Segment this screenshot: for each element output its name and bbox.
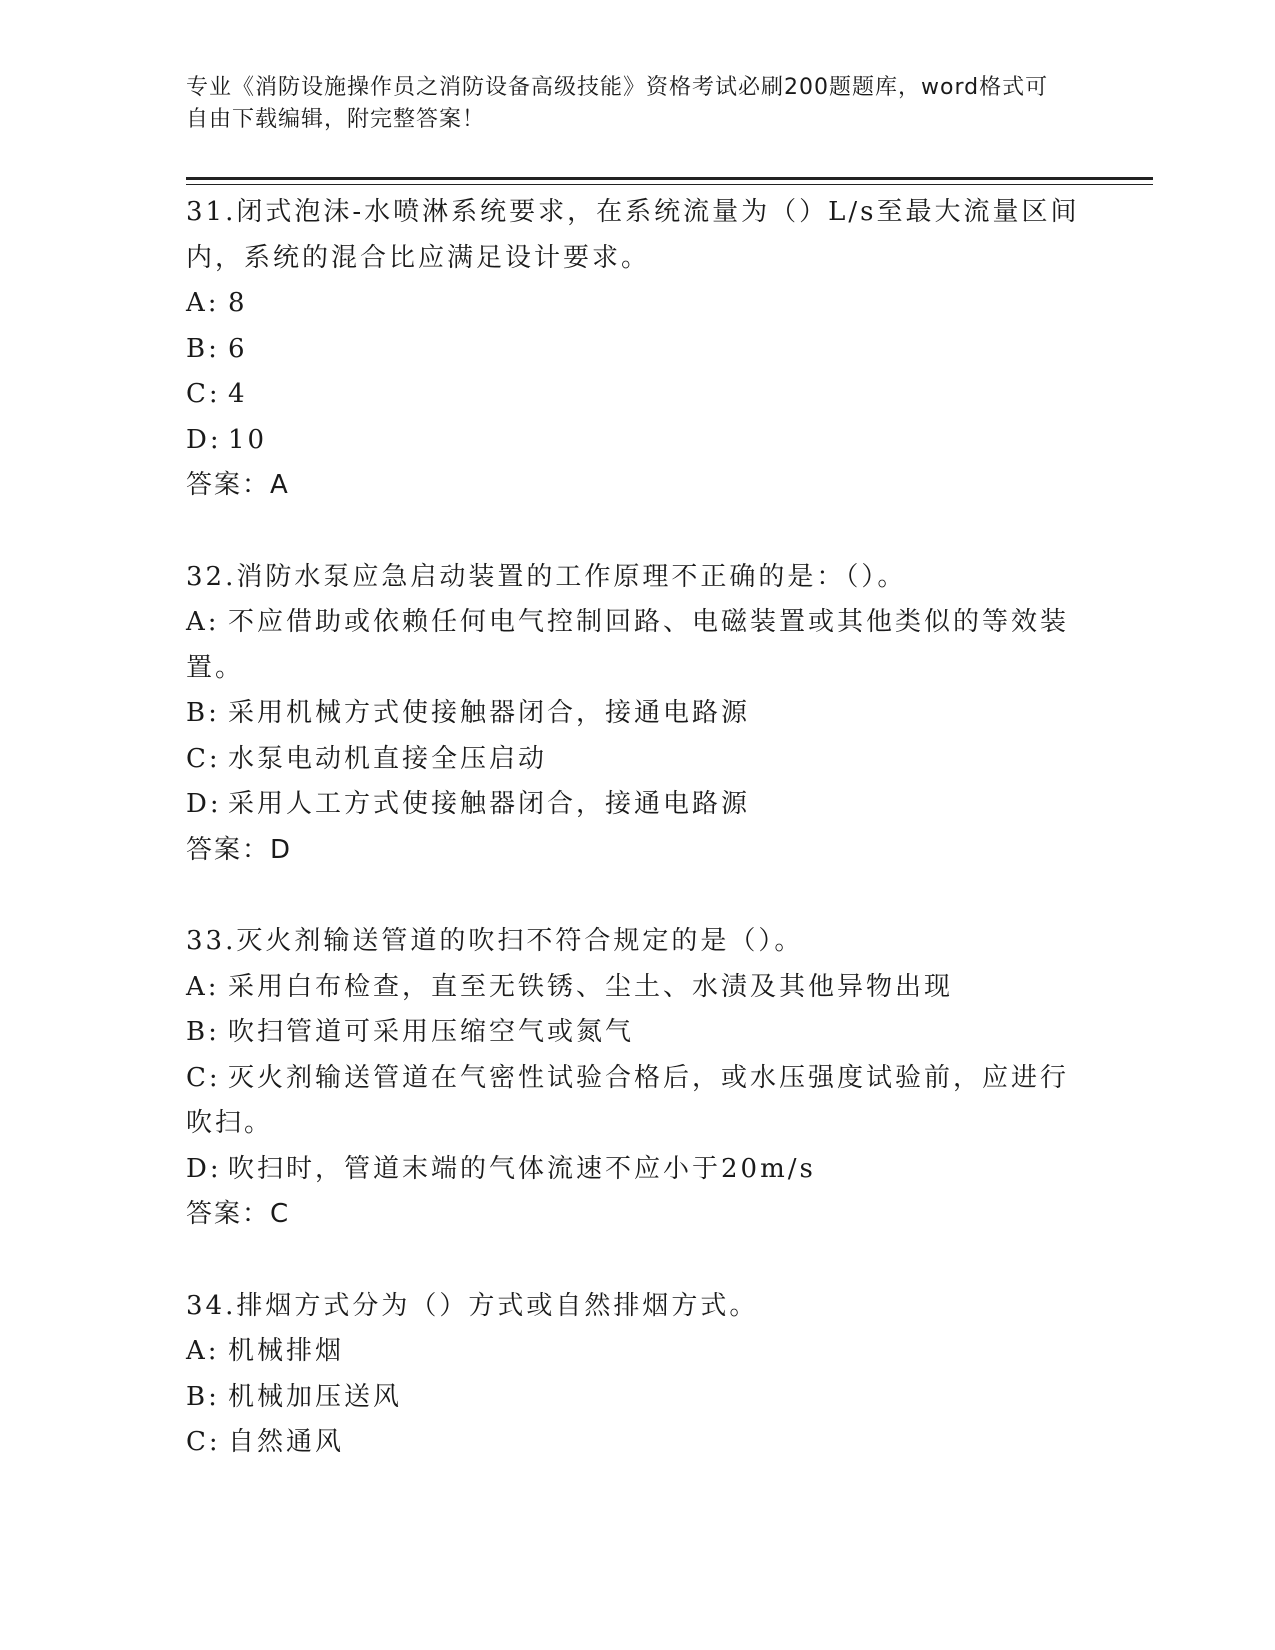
option-b: [186, 1010, 1086, 1056]
option-a: [186, 965, 1086, 1011]
option-label: D:: [186, 424, 222, 455]
option-d: [186, 1147, 1086, 1193]
header-rule-thick: [186, 177, 1153, 180]
option-c: [186, 737, 1086, 783]
question-stem: 34.排烟方式分为（）方式或自然排烟方式。: [186, 1290, 759, 1321]
option-label: B:: [186, 1017, 220, 1047]
option-label: C:: [186, 379, 221, 409]
option-text: 机械排烟: [228, 1336, 345, 1366]
option-label: C:: [186, 1427, 221, 1457]
question-33: [186, 919, 1086, 1238]
option-text: 机械加压送风: [228, 1381, 403, 1412]
answer-line: 答案：A: [186, 470, 290, 500]
option-text: 水泵电动机直接全压启动: [228, 743, 548, 774]
option-a: [186, 600, 1086, 691]
option-text: 自然通风: [228, 1427, 345, 1457]
option-c: [186, 372, 1086, 418]
option-text: 吹扫管道可采用压缩空气或氮气: [228, 1017, 635, 1047]
question-stem: 31.闭式泡沫-水喷淋系统要求，在系统流量为（）L/s至最大流量区间内，系统的混合比应满足设计要求。: [186, 197, 1080, 273]
option-c: [186, 1056, 1086, 1147]
option-a: [186, 1329, 1086, 1375]
answer-line: 答案：C: [186, 1199, 291, 1229]
option-text: 10: [228, 424, 268, 455]
option-text: 灭火剂输送管道在气密性试验合格后，或水压强度试验前，应进行吹扫。: [186, 1062, 1070, 1138]
option-a: [186, 281, 1086, 327]
option-text: 8: [228, 288, 248, 318]
option-d: [186, 418, 1086, 464]
document-header: 专业《消防设施操作员之消防设备高级技能》资格考试必刷200题题库，word格式可自由下载编辑，附完整答案！: [186, 75, 1049, 132]
option-b: [186, 327, 1086, 373]
option-text: 4: [228, 379, 248, 409]
option-c: [186, 1420, 1086, 1466]
question-stem: 32.消防水泵应急启动装置的工作原理不正确的是：（）。: [186, 561, 907, 592]
option-text: 采用机械方式使接触器闭合，接通电路源: [228, 698, 751, 728]
option-b: [186, 691, 1086, 737]
option-text: 采用白布检查，直至无铁锈、尘土、水渍及其他异物出现: [228, 971, 954, 1002]
option-label: C:: [186, 743, 221, 774]
option-label: A:: [186, 288, 220, 318]
option-label: A:: [186, 1336, 220, 1366]
question-34: [186, 1284, 1086, 1466]
question-list: [186, 190, 1086, 1512]
option-label: B:: [186, 698, 220, 728]
option-b: [186, 1375, 1086, 1421]
option-label: C:: [186, 1062, 221, 1093]
option-label: D:: [186, 1153, 222, 1184]
question-32: [186, 555, 1086, 874]
option-label: A:: [186, 607, 220, 637]
option-label: B:: [186, 1381, 220, 1412]
option-text: 采用人工方式使接触器闭合，接通电路源: [228, 789, 751, 819]
option-text: 6: [228, 333, 248, 364]
option-d: [186, 782, 1086, 828]
question-31: [186, 190, 1086, 509]
answer-line: 答案：D: [186, 834, 293, 865]
option-label: D:: [186, 789, 222, 819]
question-stem: 33.灭火剂输送管道的吹扫不符合规定的是（）。: [186, 926, 804, 956]
option-text: 不应借助或依赖任何电气控制回路、电磁装置或其他类似的等效装置。: [186, 607, 1070, 683]
option-label: A:: [186, 971, 220, 1002]
option-label: B:: [186, 333, 220, 364]
header-rule-thin: [186, 184, 1153, 185]
option-text: 吹扫时，管道末端的气体流速不应小于20m/s: [228, 1153, 816, 1184]
